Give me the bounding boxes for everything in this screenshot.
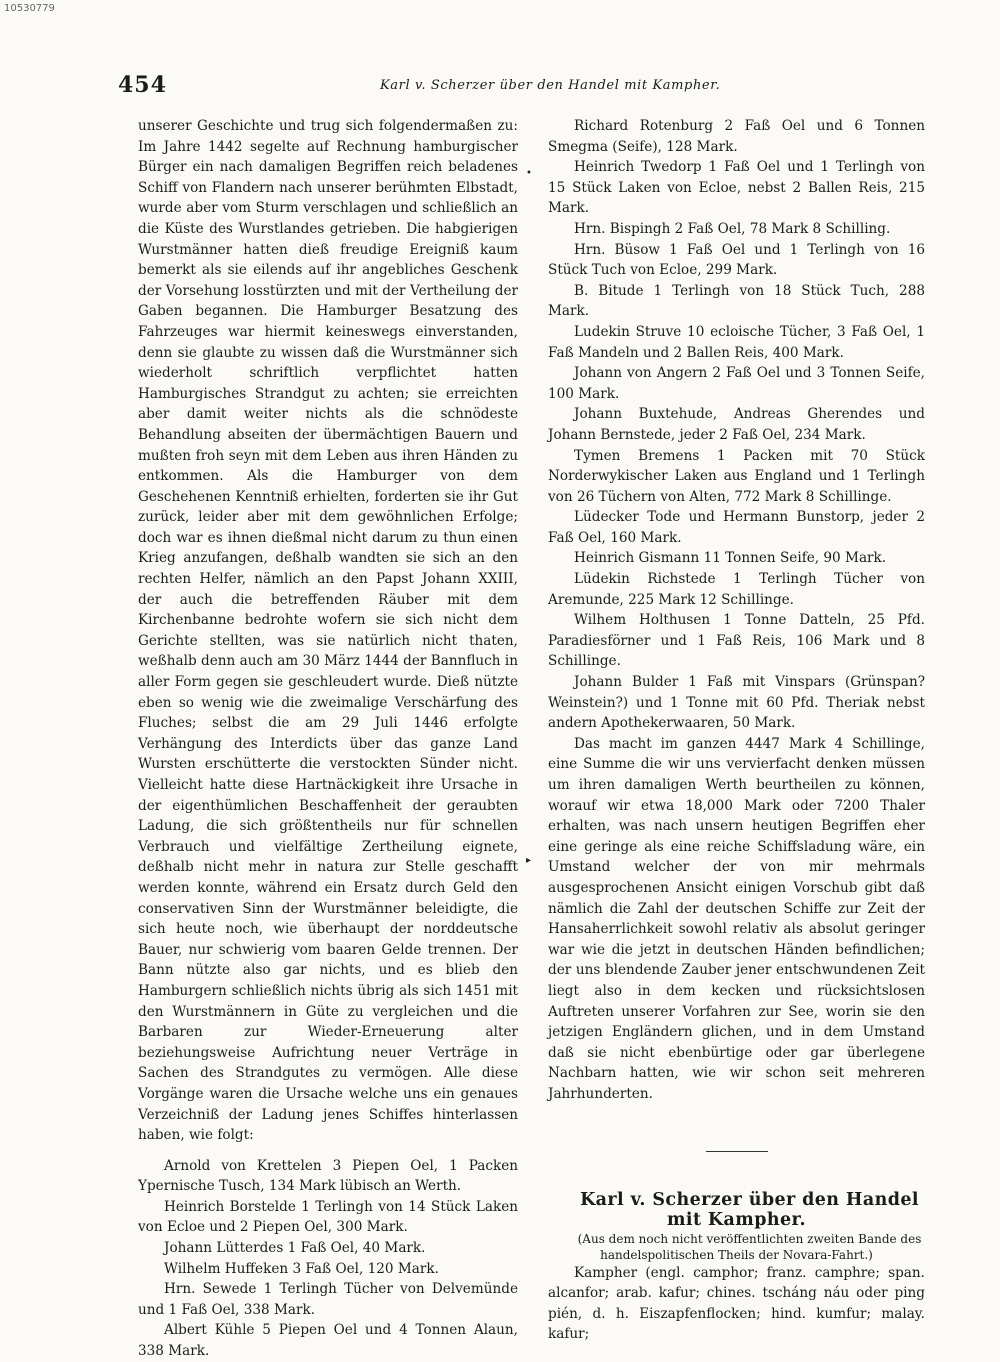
left-column	[138, 116, 518, 1362]
right-column	[548, 116, 925, 1345]
cargo-entry: Tymen Bremens 1 Packen mit 70 Stück Norderwykischer Laken aus England und 1 Terlingh von 26 Tüchern von Alten, 772 Mark 8 Schillinge.	[548, 447, 925, 505]
cargo-entry: Johann Lütterdes 1 Faß Oel, 40 Mark.	[164, 1240, 426, 1257]
article-subtitle: (Aus dem noch nicht veröffentlichten zweiten Bande des handelspolitischen Theils der Novara-Fahrt.)	[577, 1231, 922, 1262]
cargo-entry: Heinrich Borstelde 1 Terlingh von 14 Stück Laken von Ecloe und 2 Piepen Oel, 300 Mark.	[138, 1198, 518, 1236]
cargo-entry: Heinrich Twedorp 1 Faß Oel und 1 Terlingh von 15 Stück Laken von Ecloe, nebst 2 Ballen Reis, 215 Mark.	[548, 159, 925, 217]
cargo-entry: Heinrich Gismann 11 Tonnen Seife, 90 Mark.	[574, 550, 887, 567]
cargo-entry: B. Bitude 1 Terlingh von 18 Stück Tuch, 288 Mark.	[548, 282, 925, 320]
cargo-entry: Hrn. Bispingh 2 Faß Oel, 78 Mark 8 Schilling.	[574, 220, 891, 237]
section-divider	[706, 1151, 768, 1152]
margin-mark: •	[526, 168, 532, 179]
body-paragraph: Das macht im ganzen 4447 Mark 4 Schillinge, eine Summe die wir uns vervierfacht denken müssen um ihren damaligen Werth beurtheilen zu können, worauf wir etwa 18,000 Mark oder 7200 Thaler erhalten, was nach unsern heutigen Begriffen eher eine geringe als eine reiche Schiffsladung wäre, ein Umstand welcher der von mir mehrmals ausgesprochenen Ansicht einigen Vorschub gibt daß nämlich die Zahl der deutschen Schiffe zur Zeit der Hansaherrlichkeit sowohl relativ als absolut geringer war wie die jetzt in deutschen Händen befindlichen; der uns blendende Zauber jener entschwundenen Zeit liegt also in dem kecken und rücksichtslosen Auftreten unserer Vorfahren zur See, worin sie den jetzigen Engländern glichen, und in dem Umstand daß sie nicht ebenbürtige oder gar überlegene Nachbarn hatten, wie wir schon seit mehreren Jahrhunderten.	[548, 735, 925, 1102]
margin-mark: ▸	[526, 855, 532, 866]
body-paragraph: Kampher (engl. camphor; franz. camphre; span. alcanfor; arab. kafur; chines. tscháng náu oder ping pién, d. h. Eiszapfenflocken; hind. kumfur; malay. kafur;	[548, 1264, 925, 1343]
page-number: 454	[118, 72, 167, 98]
cargo-entry: Johann Bulder 1 Faß mit Vinspars (Grünspan? Weinstein?) und 1 Tonne mit 60 Pfd. Theriak nebst andern Apothekerwaaren, 50 Mark.	[548, 674, 925, 732]
cargo-entry: Richard Rotenburg 2 Faß Oel und 6 Tonnen Smegma (Seife), 128 Mark.	[548, 118, 925, 155]
cargo-entry: Wilhem Holthusen 1 Tonne Datteln, 25 Pfd. Paradiesförner und 1 Faß Reis, 106 Mark und 8 Schillinge.	[548, 612, 925, 670]
cargo-entry: Ludekin Struve 10 ecloische Tücher, 3 Faß Oel, 1 Faß Mandeln und 2 Ballen Reis, 400 Mark.	[548, 323, 925, 361]
cargo-entry: Johann von Angern 2 Faß Oel und 3 Tonnen Seife, 100 Mark.	[548, 365, 925, 402]
cargo-list	[548, 116, 925, 734]
cargo-entry: Lüdekin Richstede 1 Terlingh Tücher von Aremunde, 225 Mark 12 Schillinge.	[548, 571, 925, 608]
cargo-entry: Wilhelm Huffeken 3 Faß Oel, 120 Mark.	[164, 1260, 439, 1277]
scan-id: 10530779	[4, 3, 55, 14]
running-head: Karl v. Scherzer über den Handel mit Kampher.	[380, 78, 721, 93]
article-title: Karl v. Scherzer über den Handel mit Kampher.	[580, 1189, 919, 1231]
cargo-list	[138, 1156, 518, 1362]
cargo-entry: Hrn. Sewede 1 Terlingh Tücher von Delvemünde und 1 Faß Oel, 338 Mark.	[138, 1281, 518, 1318]
cargo-entry: Arnold von Krettelen 3 Piepen Oel, 1 Packen Ypernische Tusch, 134 Mark lübisch an Werth.	[138, 1157, 518, 1195]
body-paragraph: unserer Geschichte und trug sich folgendermaßen zu: Im Jahre 1442 segelte auf Rechnung hamburgischer Bürger ein nach damaligen Begriffen reich beladenes Schiff von Flandern nach unserer berühmten Elbstadt, wurde aber vom Sturm verschlagen und schließlich an die Küste des Wurstlandes getrieben. Die habgierigen Wurstmänner hatten dieß freudige Ereigniß kaum bemerkt als sie eilends auf ihr angebliches Geschenk der Vorsehung losstürzten und mit der Vertheilung der Gaben begannen. Die Hamburger Besatzung des Fahrzeuges war hiermit keineswegs einverstanden, denn sie glaubte zu wissen daß die Wurstmänner sich wiederholt schriftlich verpflichtet hatten Hamburgisches Strandgut zu achten; sie erreichten aber damit weiter nichts als die schnödeste Behandlung abseiten der übermächtigen Bauern und mußten froh seyn mit dem Leben aus ihren Händen zu entkommen. Als die Hamburger von dem Geschehenen Kenntniß erhielten, forderten sie ihr Gut zurück, leider aber mit dem gewöhnlichen Erfolge; doch war es ihnen dießmal nicht darum zu thun einen Krieg anzufangen, deßhalb wandten sie sich an den rechten Helfer, nämlich an den Papst Johann XXIII, der auch die betreffenden Räuber mit dem Kirchenbanne bedrohte wofern sie sich nicht dem Gerichte stellten, was sie natürlich nicht thaten, weßhalb denn auch am 30 März 1444 der Bannfluch in aller Form gegen sie geschleudert wurde. Dieß nützte eben so wenig wie die zweimalige Verschärfung des Fluches; selbst die am 29 Juli 1446 erfolgte Verhängung des Interdicts über das ganze Land Wursten erschütterte die verstockten Sünder nicht. Vielleicht hatte diese Hartnäckigkeit ihre Ursache in der eigenthümlichen Beschaffenheit der geraubten Ladung, die sich größtentheils nur für schnellen Verbrauch und vielfältige Zertheilung eignete, deßhalb nicht mehr in natura zur Stelle geschafft werden konnte, während ein Ersatz durch Geld den conservativen Sinn der Wurstmänner beleidigte, die sich heute noch, wie überhaupt der norddeutsche Bauer, nur schwierig vom baaren Gelde trennen. Der Bann nützte also gar nichts, und es blieb den Hamburgern schließlich nichts übrig als sich 1451 mit den Wurstmännern in Güte zu vergleichen und die Barbaren zur Wieder-Erneuerung alter beziehungsweise Aufrichtung neuer Verträge in Sachen des Strandgutes zu vermögen. Alle diese Vorgänge waren die Ursache welche uns ein genaues Verzeichniß der Ladung jenes Schiffes hinterlassen haben, wie folgt:	[138, 118, 518, 1144]
cargo-entry: Johann Buxtehude, Andreas Gherendes und Johann Bernstede, jeder 2 Faß Oel, 234 Mark.	[548, 406, 925, 443]
cargo-entry: Lüdecker Tode und Hermann Bunstorp, jeder 2 Faß Oel, 160 Mark.	[548, 509, 925, 546]
cargo-entry: Hrn. Büsow 1 Faß Oel und 1 Terlingh von 16 Stück Tuch von Ecloe, 299 Mark.	[548, 241, 925, 279]
cargo-entry: Albert Kühle 5 Piepen Oel und 4 Tonnen Alaun, 338 Mark.	[138, 1322, 518, 1360]
